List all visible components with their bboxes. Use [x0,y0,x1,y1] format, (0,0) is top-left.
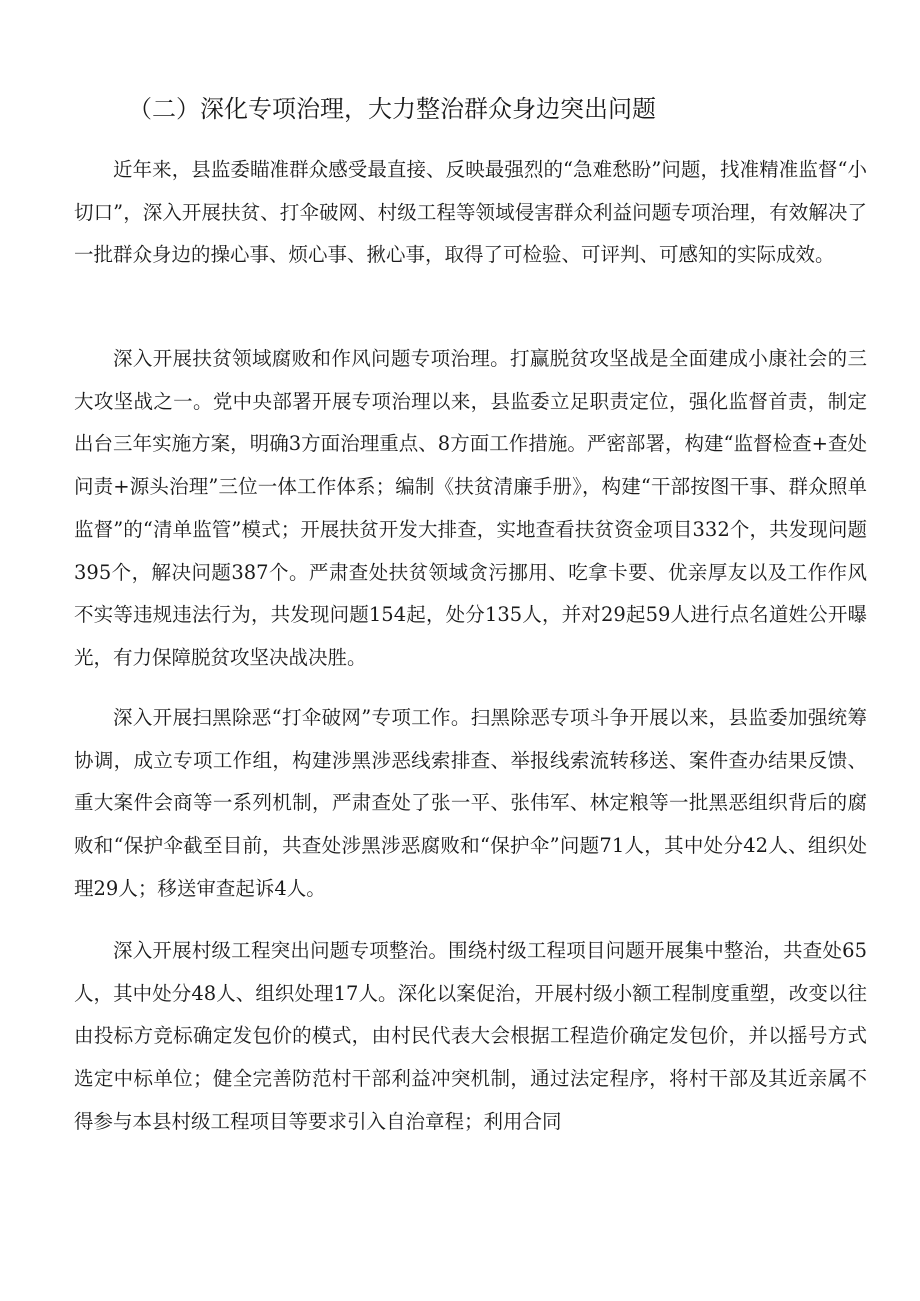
paragraph-intro: 近年来，县监委瞄准群众感受最直接、反映最强烈的“急难愁盼”问题，找准精准监督“小切口”，深入开展扶贫、打伞破网、村级工程等领域侵害群众利益问题专项治理，有效解决了一批群众身边的操心事、烦心事、揪心事，取得了可检验、可评判、可感知的实际成效。 [74,158,867,267]
paragraph-poverty-alleviation: 深入开展扶贫领域腐败和作风问题专项治理。打赢脱贫攻坚战是全面建成小康社会的三大攻坚战之一。党中央部署开展专项治理以来，县监委立足职责定位，强化监督首责，制定出台三年实施方案，明确3方面治理重点、8方面工作措施。严密部署，构建“监督检查+查处问责+源头治理”三位一体工作体系；编制《扶贫清廉手册》，构建“干部按图干事、群众照单监督”的“清单监管”模式；开展扶贫开发大排查，实地查看扶贫资金项目332个，共发现问题395个，解决问题387个。严肃查处扶贫领域贪污挪用、吃拿卡要、优亲厚友以及工作作风不实等违规违法行为，共发现问题154起，处分135人，并对29起59人进行点名道姓公开曝光，有力保障脱贫攻坚决战决胜。 [74,347,867,669]
section-heading: （二）深化专项治理，大力整治群众身边突出问题 [128,95,656,123]
paragraph-village-projects: 深入开展村级工程突出问题专项整治。围绕村级工程项目问题开展集中整治，共查处65人，其中处分48人、组织处理17人。深化以案促治，开展村级小额工程制度重塑，改变以往由投标方竞标确定发包价的模式，由村民代表大会根据工程造价确定发包价，并以摇号方式选定中标单位；健全完善防范村干部利益冲突机制，通过法定程序，将村干部及其近亲属不得参与本县村级工程项目等要求引入自治章程；利用合同 [74,939,867,1133]
paragraph-anti-crime: 深入开展扫黑除恶“打伞破网”专项工作。扫黑除恶专项斗争开展以来，县监委加强统筹协调，成立专项工作组，构建涉黑涉恶线索排查、举报线索流转移送、案件查办结果反馈、重大案件会商等一系列机制，严肃查处了张一平、张伟军、林定粮等一批黑恶组织背后的腐败和“保护伞截至目前，共查处涉黑涉恶腐败和“保护伞”问题71人，其中处分42人、组织处理29人；移送审查起诉4人。 [74,706,867,900]
